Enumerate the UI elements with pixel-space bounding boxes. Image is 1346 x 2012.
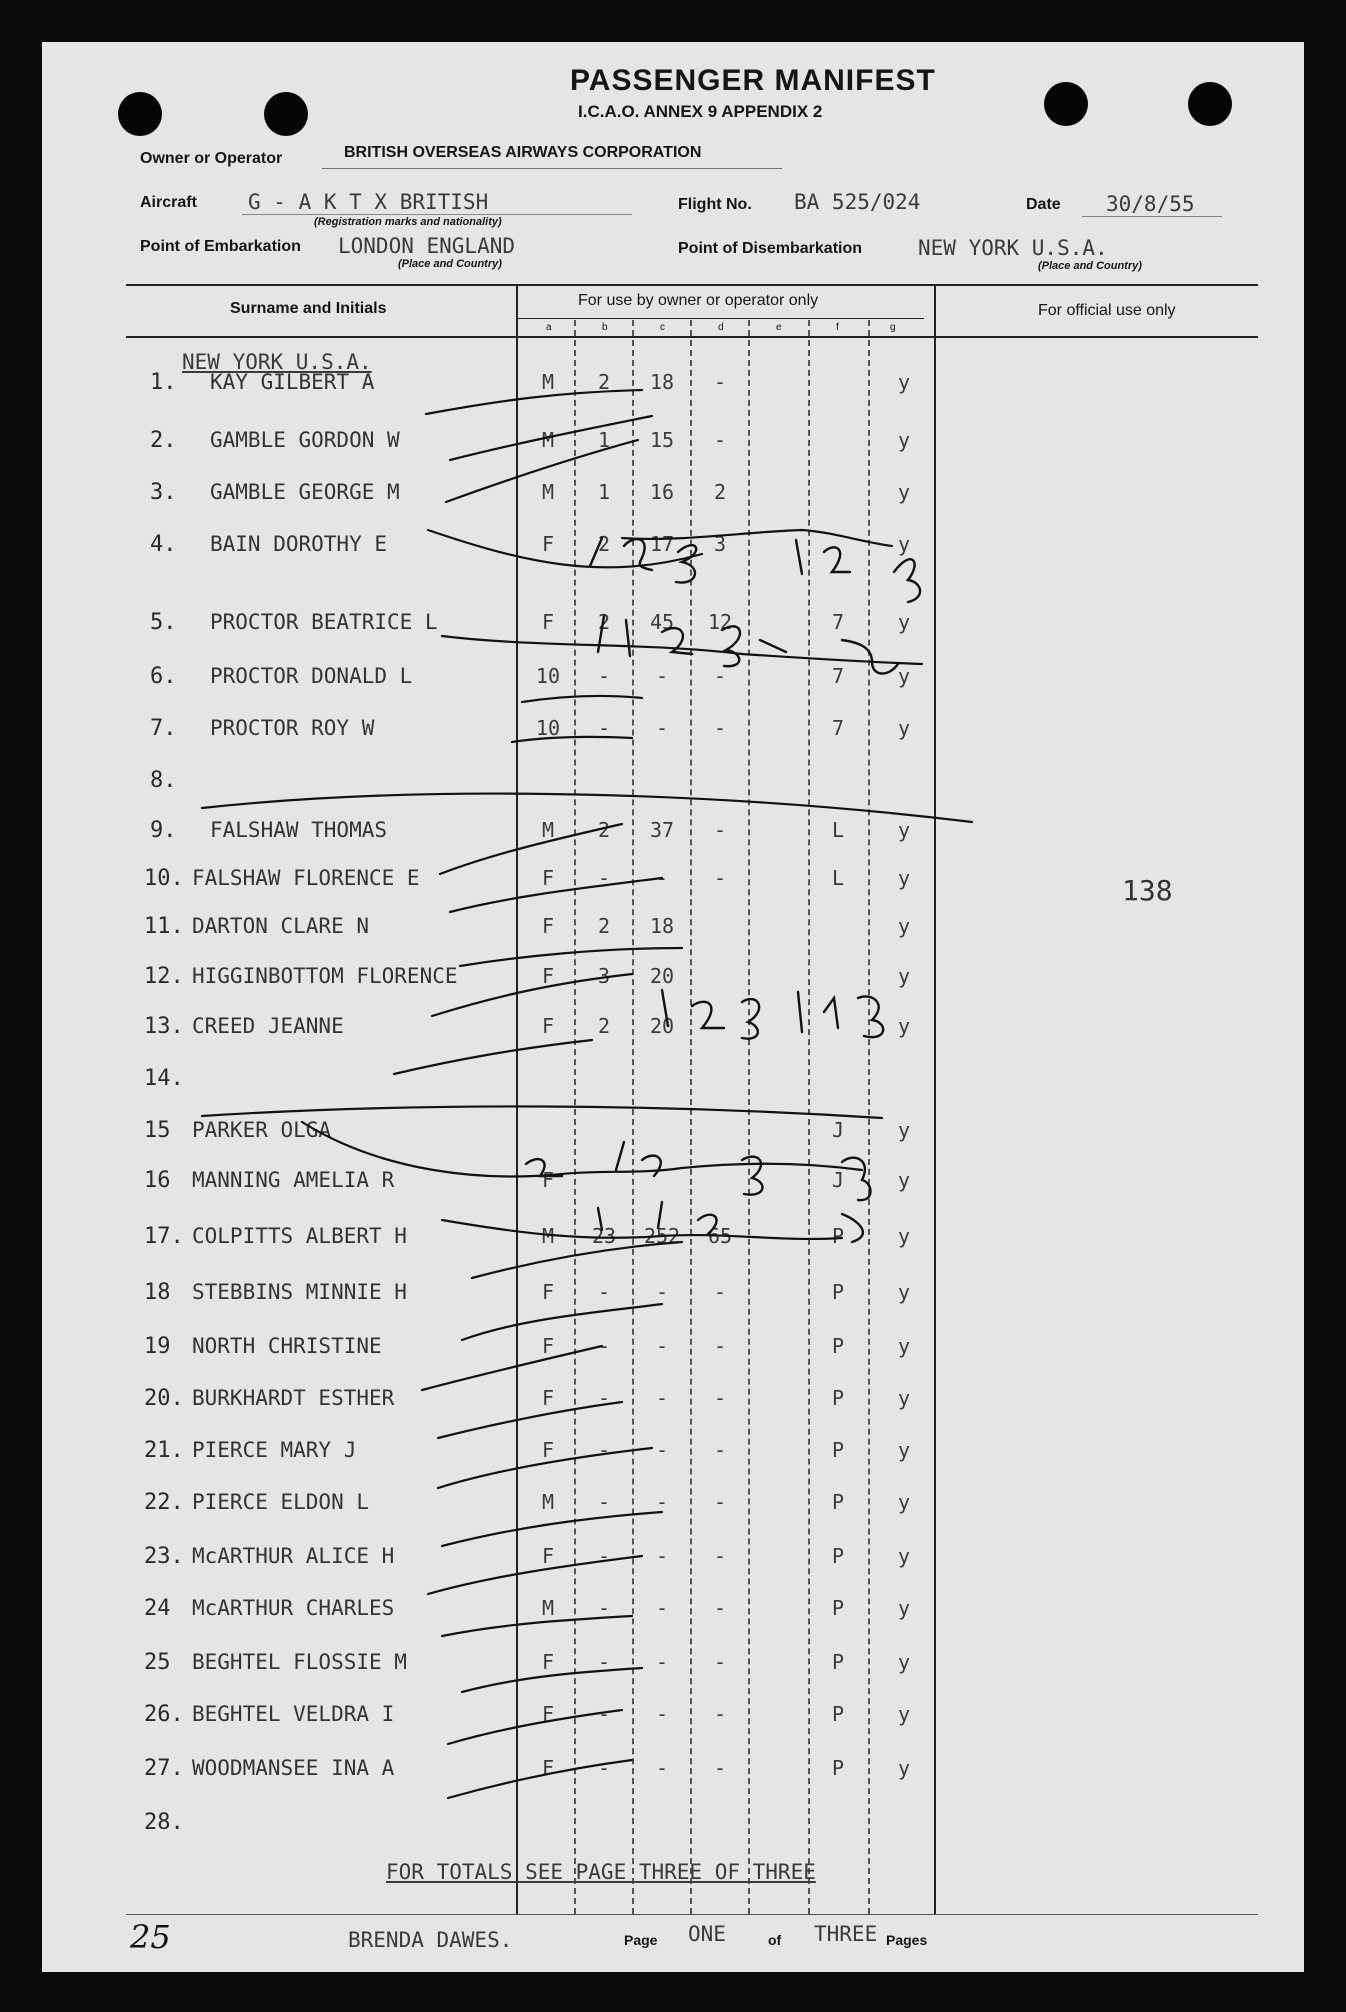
- cell-a: F: [541, 1386, 555, 1410]
- subcol-d: d: [718, 322, 724, 333]
- of-label: of: [768, 1932, 782, 1948]
- cell-c: 20: [649, 964, 675, 988]
- page-subtitle: I.C.A.O. ANNEX 9 APPENDIX 2: [578, 102, 823, 121]
- row-number: 23.: [144, 1544, 184, 1569]
- cell-a: F: [541, 914, 555, 938]
- flight-value: BA 525/024: [794, 190, 921, 214]
- flight-label: Flight No.: [678, 196, 752, 213]
- cell-b: 2: [597, 818, 611, 842]
- passenger-name: GAMBLE GORDON W: [210, 428, 400, 452]
- cell-g: y: [897, 1438, 911, 1462]
- cell-a: M: [541, 1224, 555, 1248]
- cell-d: -: [713, 1544, 727, 1568]
- embark-value: LONDON ENGLAND: [338, 234, 516, 258]
- handwritten-strikethrough-marks: [42, 42, 1304, 1972]
- page-label: Page: [624, 1932, 658, 1948]
- cell-d: -: [713, 1386, 727, 1410]
- cell-b: -: [597, 1702, 611, 1726]
- cell-a: 10: [535, 716, 561, 740]
- passenger-name: FALSHAW THOMAS: [210, 818, 388, 842]
- passenger-name: PARKER OLGA: [192, 1118, 332, 1142]
- cell-f: P: [831, 1596, 845, 1620]
- date-value: 30/8/55: [1106, 192, 1195, 216]
- signatory: BRENDA DAWES.: [348, 1928, 513, 1952]
- cell-f: P: [831, 1386, 845, 1410]
- cell-b: -: [597, 1280, 611, 1304]
- cell-d: -: [713, 1334, 727, 1358]
- manifest-sheet: [42, 42, 1304, 1972]
- cell-f: P: [831, 1702, 845, 1726]
- passenger-name: McARTHUR CHARLES: [192, 1596, 395, 1620]
- cell-a: F: [541, 1756, 555, 1780]
- row-number: 10.: [144, 866, 184, 891]
- disembark-label: Point of Disembarkation: [678, 240, 863, 257]
- cell-g: y: [897, 866, 911, 890]
- cell-d: 65: [707, 1224, 733, 1248]
- cell-g: y: [897, 1702, 911, 1726]
- cell-a: F: [541, 610, 555, 634]
- cell-d: -: [713, 1438, 727, 1462]
- passenger-name: WOODMANSEE INA A: [192, 1756, 395, 1780]
- row-number: 18: [144, 1280, 171, 1305]
- cell-d: -: [713, 428, 727, 452]
- cell-d: -: [713, 664, 727, 688]
- row-number: 4.: [150, 532, 177, 557]
- cell-d: -: [713, 1650, 727, 1674]
- cell-f: P: [831, 1756, 845, 1780]
- subcol-g: g: [890, 322, 896, 333]
- cell-f: L: [831, 866, 845, 890]
- subcol-f: f: [836, 322, 839, 333]
- aircraft-note: (Registration marks and nationality): [314, 216, 502, 228]
- cell-f: P: [831, 1334, 845, 1358]
- cell-c: -: [655, 866, 669, 890]
- aircraft-value: G - A K T X BRITISH: [248, 190, 489, 214]
- passenger-name: BEGHTEL VELDRA I: [192, 1702, 395, 1726]
- cell-g: y: [897, 1334, 911, 1358]
- cell-f: 7: [831, 716, 845, 740]
- row-number: 9.: [150, 818, 177, 843]
- cell-c: -: [655, 1596, 669, 1620]
- official-column-header: For official use only: [1038, 302, 1176, 319]
- cell-b: 2: [597, 1014, 611, 1038]
- cell-c: -: [655, 1756, 669, 1780]
- passenger-name: PROCTOR BEATRICE L: [210, 610, 438, 634]
- cell-a: F: [541, 964, 555, 988]
- cell-b: -: [597, 1544, 611, 1568]
- row-number: 22.: [144, 1490, 184, 1515]
- passenger-name: PIERCE ELDON L: [192, 1490, 370, 1514]
- surname-column-header: Surname and Initials: [230, 300, 387, 317]
- passenger-name: PROCTOR ROY W: [210, 716, 375, 740]
- passenger-name: CREED JEANNE: [192, 1014, 344, 1038]
- cell-b: -: [597, 866, 611, 890]
- passenger-name: FALSHAW FLORENCE E: [192, 866, 420, 890]
- cell-b: -: [597, 664, 611, 688]
- cell-g: y: [897, 480, 911, 504]
- cell-c: -: [655, 1544, 669, 1568]
- row-number: 15: [144, 1118, 171, 1143]
- cell-f: J: [831, 1118, 845, 1142]
- cell-a: M: [541, 818, 555, 842]
- cell-a: F: [541, 1438, 555, 1462]
- cell-g: y: [897, 1596, 911, 1620]
- cell-a: F: [541, 1280, 555, 1304]
- cell-a: F: [541, 1544, 555, 1568]
- cell-g: y: [897, 1280, 911, 1304]
- handwritten-count: 25: [130, 1918, 171, 1956]
- row-number: 12.: [144, 964, 184, 989]
- cell-b: 2: [597, 610, 611, 634]
- subcol-c: c: [660, 322, 665, 333]
- cell-d: -: [713, 716, 727, 740]
- cell-b: 2: [597, 532, 611, 556]
- passenger-name: NORTH CHRISTINE: [192, 1334, 382, 1358]
- passenger-name: McARTHUR ALICE H: [192, 1544, 395, 1568]
- cell-a: M: [541, 1490, 555, 1514]
- cell-b: -: [597, 1596, 611, 1620]
- cell-c: -: [655, 1490, 669, 1514]
- cell-a: M: [541, 428, 555, 452]
- cell-c: 37: [649, 818, 675, 842]
- cell-a: F: [541, 866, 555, 890]
- cell-g: y: [897, 664, 911, 688]
- owner-label: Owner or Operator: [140, 150, 283, 167]
- passenger-name: COLPITTS ALBERT H: [192, 1224, 407, 1248]
- cell-g: y: [897, 1014, 911, 1038]
- row-number: 28.: [144, 1810, 184, 1835]
- cell-g: y: [897, 1490, 911, 1514]
- row-number: 25: [144, 1650, 171, 1675]
- passenger-name: PROCTOR DONALD L: [210, 664, 413, 688]
- row-number: 6.: [150, 664, 177, 689]
- row-number: 13.: [144, 1014, 184, 1039]
- passenger-name: DARTON CLARE N: [192, 914, 370, 938]
- cell-f: P: [831, 1490, 845, 1514]
- cell-c: -: [655, 1386, 669, 1410]
- row-number: 24: [144, 1596, 171, 1621]
- embark-note: (Place and Country): [398, 258, 502, 270]
- row-number: 21.: [144, 1438, 184, 1463]
- cell-b: 1: [597, 428, 611, 452]
- cell-c: -: [655, 664, 669, 688]
- row-number: 17.: [144, 1224, 184, 1249]
- cell-d: -: [713, 818, 727, 842]
- cell-d: -: [713, 866, 727, 890]
- cell-g: y: [897, 818, 911, 842]
- cell-b: -: [597, 1650, 611, 1674]
- passenger-name: GAMBLE GEORGE M: [210, 480, 400, 504]
- cell-f: P: [831, 1280, 845, 1304]
- cell-d: -: [713, 1280, 727, 1304]
- row-number: 27.: [144, 1756, 184, 1781]
- cell-b: 2: [597, 370, 611, 394]
- subcol-b: b: [602, 322, 608, 333]
- cell-f: 7: [831, 664, 845, 688]
- aircraft-label: Aircraft: [140, 194, 197, 211]
- cell-f: P: [831, 1544, 845, 1568]
- cell-g: y: [897, 1168, 911, 1192]
- page-title: PASSENGER MANIFEST: [570, 64, 936, 97]
- cell-g: y: [897, 532, 911, 556]
- cell-g: y: [897, 1544, 911, 1568]
- embark-label: Point of Embarkation: [140, 238, 301, 255]
- row-number: 19: [144, 1334, 171, 1359]
- cell-c: 17: [649, 532, 675, 556]
- cell-g: y: [897, 1650, 911, 1674]
- cell-g: y: [897, 1756, 911, 1780]
- cell-g: y: [897, 428, 911, 452]
- cell-c: -: [655, 1438, 669, 1462]
- cell-b: -: [597, 1756, 611, 1780]
- disembark-note: (Place and Country): [1038, 260, 1142, 272]
- cell-d: -: [713, 1702, 727, 1726]
- cell-d: -: [713, 1490, 727, 1514]
- row-number: 2.: [150, 428, 177, 453]
- cell-b: -: [597, 716, 611, 740]
- cell-c: 45: [649, 610, 675, 634]
- passenger-name: MANNING AMELIA R: [192, 1168, 395, 1192]
- cell-g: y: [897, 1118, 911, 1142]
- cell-c: 252: [643, 1224, 681, 1248]
- cell-a: F: [541, 1168, 555, 1192]
- passenger-name: BURKHARDT ESTHER: [192, 1386, 395, 1410]
- passenger-name: STEBBINS MINNIE H: [192, 1280, 407, 1304]
- passenger-name: BEGHTEL FLOSSIE M: [192, 1650, 407, 1674]
- cell-g: y: [897, 964, 911, 988]
- cell-a: F: [541, 1702, 555, 1726]
- cell-g: y: [897, 1224, 911, 1248]
- cell-f: J: [831, 1168, 845, 1192]
- row-number: 3.: [150, 480, 177, 505]
- cell-c: 18: [649, 370, 675, 394]
- row-number: 14.: [144, 1066, 184, 1091]
- row-number: 8.: [150, 768, 177, 793]
- cell-g: y: [897, 610, 911, 634]
- section-heading: NEW YORK U.S.A.: [182, 350, 372, 374]
- row-number: 26.: [144, 1702, 184, 1727]
- cell-d: -: [713, 1596, 727, 1620]
- operator-column-header: For use by owner or operator only: [578, 292, 819, 309]
- cell-c: 15: [649, 428, 675, 452]
- row-number: 5.: [150, 610, 177, 635]
- cell-b: 23: [591, 1224, 617, 1248]
- subcol-e: e: [776, 322, 782, 333]
- cell-g: y: [897, 1386, 911, 1410]
- cell-d: 12: [707, 610, 733, 634]
- cell-d: 2: [713, 480, 727, 504]
- cell-a: M: [541, 1596, 555, 1620]
- row-number: 16: [144, 1168, 171, 1193]
- subcol-a: a: [546, 322, 552, 333]
- page-value: ONE: [688, 1922, 726, 1946]
- cell-a: F: [541, 1014, 555, 1038]
- cell-d: -: [713, 370, 727, 394]
- cell-c: -: [655, 1650, 669, 1674]
- cell-c: 20: [649, 1014, 675, 1038]
- cell-c: -: [655, 1334, 669, 1358]
- cell-a: M: [541, 370, 555, 394]
- passenger-name: PIERCE MARY J: [192, 1438, 357, 1462]
- cell-f: P: [831, 1224, 845, 1248]
- passenger-name: KAY GILBERT A: [210, 370, 375, 394]
- cell-d: 3: [713, 532, 727, 556]
- pages-value: THREE: [814, 1922, 878, 1946]
- row-number: 7.: [150, 716, 177, 741]
- cell-a: F: [541, 1650, 555, 1674]
- cell-b: -: [597, 1334, 611, 1358]
- cell-c: -: [655, 1280, 669, 1304]
- cell-f: L: [831, 818, 845, 842]
- disembark-value: NEW YORK U.S.A.: [918, 236, 1108, 260]
- cell-b: -: [597, 1438, 611, 1462]
- row-number: 1.: [150, 370, 177, 395]
- row-number: 11.: [144, 914, 184, 939]
- totals-note: FOR TOTALS SEE PAGE THREE OF THREE: [386, 1860, 816, 1884]
- cell-c: 16: [649, 480, 675, 504]
- passenger-name: BAIN DOROTHY E: [210, 532, 388, 556]
- date-label: Date: [1026, 196, 1061, 213]
- cell-b: 1: [597, 480, 611, 504]
- cell-g: y: [897, 370, 911, 394]
- cell-a: F: [541, 1334, 555, 1358]
- pages-label: Pages: [886, 1932, 928, 1948]
- cell-c: -: [655, 1702, 669, 1726]
- cell-b: -: [597, 1386, 611, 1410]
- cell-c: 18: [649, 914, 675, 938]
- passenger-name: HIGGINBOTTOM FLORENCE: [192, 964, 458, 988]
- cell-a: F: [541, 532, 555, 556]
- cell-d: -: [713, 1756, 727, 1780]
- cell-c: -: [655, 716, 669, 740]
- cell-b: 2: [597, 914, 611, 938]
- cell-a: M: [541, 480, 555, 504]
- official-note: 138: [1122, 874, 1173, 907]
- owner-value: BRITISH OVERSEAS AIRWAYS CORPORATION: [344, 144, 702, 161]
- cell-b: 3: [597, 964, 611, 988]
- cell-b: -: [597, 1490, 611, 1514]
- cell-f: P: [831, 1438, 845, 1462]
- cell-a: 10: [535, 664, 561, 688]
- cell-f: P: [831, 1650, 845, 1674]
- cell-f: 7: [831, 610, 845, 634]
- cell-g: y: [897, 914, 911, 938]
- row-number: 20.: [144, 1386, 184, 1411]
- cell-g: y: [897, 716, 911, 740]
